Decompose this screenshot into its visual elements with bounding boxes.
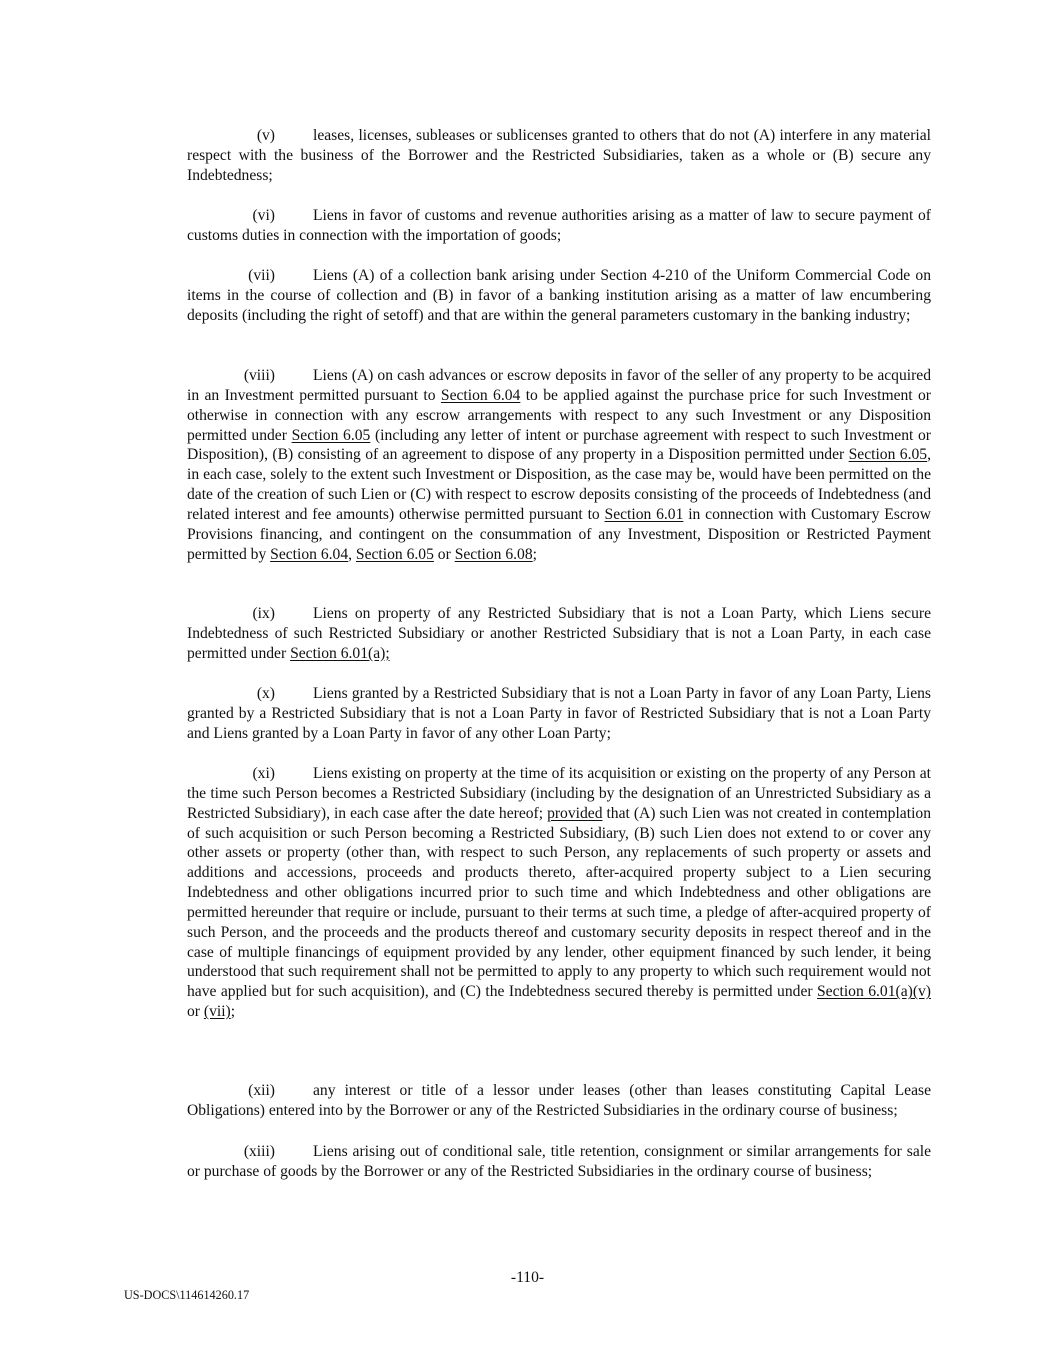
clause-number: (vii) [248,267,275,284]
clause-text: Liens arising out of conditional sale, title retention, consignment or similar arrangements for sale or purchase of goods by the Borrower or any of the Restricted Subsidiaries in the ordinary course of business; [187,1143,931,1180]
document-id: US-DOCS\114614260.17 [124,1288,250,1302]
section-link[interactable]: Section 6.05 [291,426,371,444]
clause-text: ; [230,1003,236,1021]
clause-text: that (A) such Lien was not created in contemplation of such acquisition or such Person becoming a Restricted Subsidiary, (B) such Lien does not extend to or cover any other assets or property (other than, with respect to such Person, any replacements of such property or assets and additions and accessions, proceeds and products thereto, after-acquired property subject to a Lien securing Indebtedness and other obligations incurred prior to such time and which Indebtedness and other obligations are permitted hereunder that require or include, pursuant to their terms at such time, a pledge of after-acquired property of such Person, and the proceeds and the products thereof and customary security deposits in respect thereof and in the case of multiple financings of equipment provided by any lender, other equipment financed by such lender, it being understood that such requirement shall not be permitted to apply to any property to which such requirement would not have applied but for such acquisition), and (C) the Indebtedness secured thereby is permitted under [187,804,931,1001]
clause-text: to be applied against the purchase price for such Investment or otherwise in connection with any escrow arrangements with respect to any such Investment or any Disposition permitted under [187,386,931,444]
clause-text: in connection with Customary Escrow Provisions financing, and contingent on the consummation of any Investment, Disposition or Restricted Payment permitted by [187,505,931,563]
clause-xi [187,764,931,1022]
clause-text: ; [532,545,537,563]
section-link[interactable]: Section 6.05 [848,446,928,464]
clause-text: or [187,1003,204,1021]
section-link[interactable]: Section 6.04 [440,386,521,404]
clause-text: (including any letter of intent or purchase agreement with respect to such Investment or Disposition), (B) consisting of an agreement to dispose of any property in a Disposition permitted under [187,426,931,464]
clause-text: , [348,545,356,563]
clause-x [187,684,931,744]
clause-number: (viii) [243,367,275,384]
section-link[interactable]: Section 6.01(a); [290,644,390,662]
clause-xiii [187,1142,931,1182]
clause-xii [187,1081,931,1121]
section-link[interactable]: Section 6.05 [355,545,434,563]
defined-term-provided: provided [547,804,603,822]
clause-vii [187,266,931,326]
clause-text: or [433,545,455,563]
section-link[interactable]: Section 6.08 [454,545,533,563]
clause-number: (x) [256,685,275,702]
clause-vi [187,206,931,246]
section-link[interactable]: Section 6.04 [270,545,349,563]
clause-viii [187,366,931,564]
clause-text: leases, licenses, subleases or sublicenses granted to others that do not (A) interfere in any material respect with the business of the Borrower and the Restricted Subsidiaries, taken as a whole or (B) secure any Indebtedness; [187,127,931,184]
clause-number: (xii) [248,1082,275,1099]
clause-text: Liens (A) of a collection bank arising under Section 4-210 of the Uniform Commercial Code on items in the course of collection and (B) in favor of a banking institution arising as a matter of law encumbering deposits (including the right of setoff) and that are within the general parameters customary in the banking industry; [187,267,931,324]
clause-number: (xiii) [243,1143,275,1160]
section-link[interactable]: Section 6.01(a)(v) [817,983,931,1001]
section-link[interactable]: (vii) [203,1003,231,1021]
clause-text: Liens existing on property at the time of its acquisition or existing on the property of any Person at the time such Person becomes a Restricted Subsidiary (including by the designation of an Unrestricted Subsidiary as a Restricted Subsidiary), in each case after the date hereof; [187,765,931,822]
clause-number: (ix) [252,605,275,622]
clause-ix [187,604,931,664]
clause-number: (xi) [252,765,275,782]
section-link[interactable]: Section 6.01 [604,505,684,523]
clause-number: (vi) [252,207,275,224]
clause-text: , in each case, solely to the extent such Investment or Disposition, as the case may be, would have been permitted on the date of the creation of such Lien or (C) with respect to escrow deposits consisting of the proceeds of Indebtedness (and related interest and fee amounts) otherwise permitted pursuant to [187,446,931,523]
clause-text: Liens granted by a Restricted Subsidiary that is not a Loan Party in favor of any Loan Party, Liens granted by a Restricted Subsidiary that is not a Loan Party in favor of Restricted Subsidiary that is not a Loan Party and Liens granted by a Loan Party in favor of any other Loan Party; [187,685,931,742]
clause-text: Liens on property of any Restricted Subsidiary that is not a Loan Party, which Liens secure Indebtedness of such Restricted Subsidiary or another Restricted Subsidiary that is not a Loan Party, in each case permitted under [187,605,931,662]
clause-number: (v) [256,127,275,144]
clause-text: Liens (A) on cash advances or escrow deposits in favor of the seller of any property to be acquired in an Investment permitted pursuant to [187,367,931,404]
clause-v [187,126,931,186]
clause-text: Liens in favor of customs and revenue authorities arising as a matter of law to secure payment of customs duties in connection with the importation of goods; [187,207,931,244]
clause-text: any interest or title of a lessor under leases (other than leases constituting Capital Lease Obligations) entered into by the Borrower or any of the Restricted Subsidiaries in the ordinary course of business; [187,1082,931,1119]
page-number: -110- [510,1269,545,1286]
